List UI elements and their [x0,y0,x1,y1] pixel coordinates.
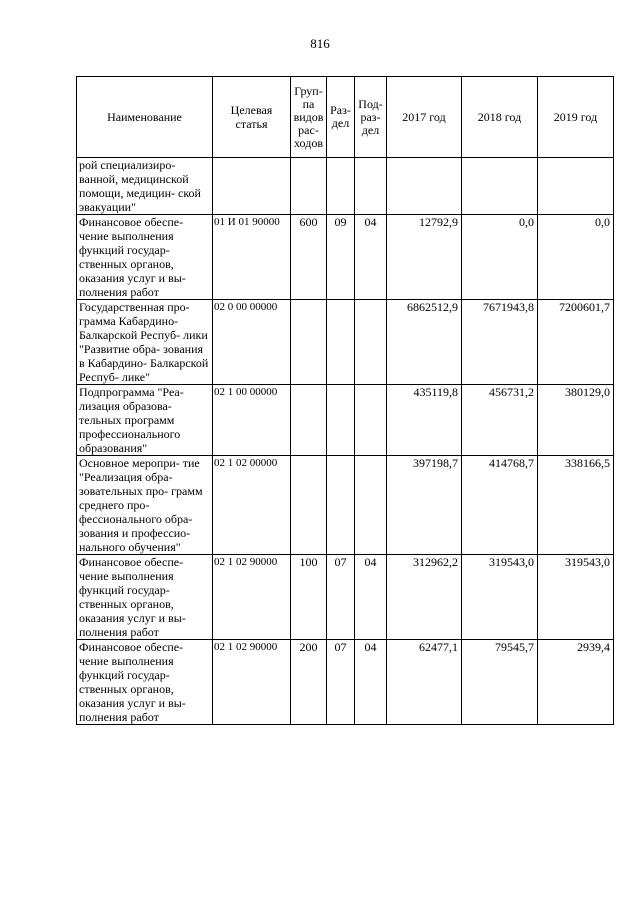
row-code: 02 1 02 90000 [213,640,291,725]
row-subsection: 04 [355,555,387,640]
header-subsection: Под- раз- дел [355,77,387,158]
row-2018: 79545,7 [462,640,538,725]
row-section: 07 [327,640,355,725]
row-section [327,158,355,215]
row-code: 02 0 00 00000 [213,300,291,385]
row-2017: 12792,9 [387,215,462,300]
budget-table [76,76,614,725]
row-section [327,300,355,385]
row-subsection: 04 [355,215,387,300]
row-2018: 456731,2 [462,385,538,456]
page-number: 816 [310,36,330,51]
table-row [77,300,614,385]
row-subsection [355,158,387,215]
header-section: Раз- дел [327,77,355,158]
row-group: 600 [291,215,327,300]
row-group: 200 [291,640,327,725]
row-2017: 6862512,9 [387,300,462,385]
row-section: 09 [327,215,355,300]
header-2017: 2017 год [387,77,462,158]
row-code: 02 1 02 00000 [213,456,291,555]
row-2017 [387,158,462,215]
row-group [291,385,327,456]
table-row [77,456,614,555]
row-2018: 414768,7 [462,456,538,555]
row-section: 07 [327,555,355,640]
row-2018: 319543,0 [462,555,538,640]
row-section [327,456,355,555]
row-name: Основное меропри- тие "Реализация обра- зовательных про- грамм среднего про- фессионального обра- зования и профессио- нального обучения" [77,456,213,555]
row-subsection [355,456,387,555]
row-2019: 380129,0 [538,385,614,456]
row-2017: 62477,1 [387,640,462,725]
row-section [327,385,355,456]
row-name: Подпрограмма "Реа- лизация образова- тельных программ профессионального образования" [77,385,213,456]
row-code: 01 И 01 90000 [213,215,291,300]
table-row [77,385,614,456]
header-2018: 2018 год [462,77,538,158]
row-subsection [355,385,387,456]
row-2017: 312962,2 [387,555,462,640]
table-row [77,215,614,300]
row-2018: 0,0 [462,215,538,300]
row-subsection: 04 [355,640,387,725]
row-2019: 319543,0 [538,555,614,640]
row-name: Финансовое обеспе- чение выполнения функций государ- ственных органов, оказания услуг и вы- полнения работ [77,640,213,725]
row-name: Финансовое обеспе- чение выполнения функций государ- ственных органов, оказания услуг и вы- полнения работ [77,555,213,640]
row-group: 100 [291,555,327,640]
row-name: Государственная про- грамма Кабардино- Балкарской Респуб- лики "Развитие обра- зования в Кабардино- Балкарской Респуб- лике" [77,300,213,385]
row-2019: 0,0 [538,215,614,300]
row-code: 02 1 02 90000 [213,555,291,640]
header-group: Груп- па видов рас- ходов [291,77,327,158]
row-group [291,300,327,385]
table-row [77,555,614,640]
row-name: рой специализиро- ванной, медицинской помощи, медицин- ской эвакуации" [77,158,213,215]
row-group [291,158,327,215]
header-2019: 2019 год [538,77,614,158]
header-row [77,77,614,158]
row-2018: 7671943,8 [462,300,538,385]
row-name: Финансовое обеспе- чение выполнения функций государ- ственных органов, оказания услуг и вы- полнения работ [77,215,213,300]
row-2019: 2939,4 [538,640,614,725]
row-2019 [538,158,614,215]
row-2019: 7200601,7 [538,300,614,385]
row-2017: 397198,7 [387,456,462,555]
table-row [77,158,614,215]
row-2018 [462,158,538,215]
row-2017: 435119,8 [387,385,462,456]
row-code [213,158,291,215]
table-row [77,640,614,725]
row-code: 02 1 00 00000 [213,385,291,456]
header-name: Наименование [77,77,213,158]
row-2019: 338166,5 [538,456,614,555]
row-subsection [355,300,387,385]
header-target: Целевая статья [213,77,291,158]
row-group [291,456,327,555]
